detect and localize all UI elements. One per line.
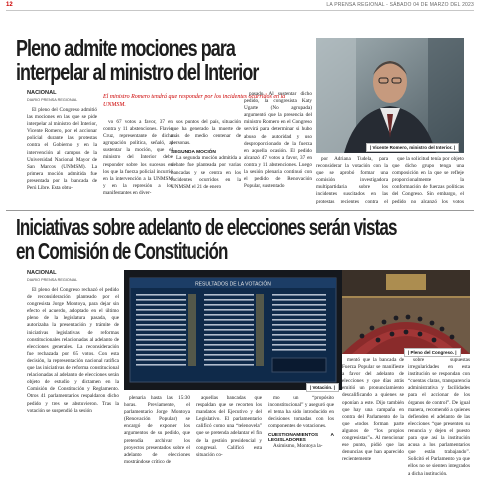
- story1-col5-text: por Adriana Tudela, para reconsiderar la votación con la que se aprobó formar una comisión investigadora multipartidaria sobre los incidentes suscitados en las protestas recientes contra el: [316, 156, 388, 205]
- story2-col4-text-b: Asimismo, Montoya la-: [273, 443, 323, 450]
- congress-photo-art: [342, 270, 470, 354]
- story1-column-6: [392, 156, 464, 205]
- story2-byline: DIARIO PRENSA REGIONAL: [27, 278, 78, 282]
- minister-photo-art: [316, 38, 464, 153]
- story2-column-6: [408, 357, 470, 477]
- story2-col6-text: sobre supuestas irregularidades en esta institución se respondan con “cuentas claras, transparencia administrativa y facilidades para el accionar de los órganos de control”. De igual manera, recomendó a quienes defienden el adelanto de las elecciones “que presenten su renuncia y dejen el puesto para que así la institución acusa a los parlamentarios que están trabajando”. Solicitó el Parlamento ya que ellos no se sienten integrados a dicha institución.: [408, 357, 470, 477]
- congress-photo: [342, 270, 470, 354]
- masthead: LA PRENSA REGIONAL - SÁBADO 04 DE MARZO DEL 2023: [326, 2, 474, 8]
- story1-col6-text: que la solicitud tenía por objeto que dicho grupo tenga una composición en la que se refleje proporcionalmente la conformación de fuerzas políticas del Congreso. Sin embargo, el pedido no alcanzó los votos: [392, 156, 464, 205]
- story1-column-5: [316, 156, 388, 205]
- story2-headline-line1: Iniciativas sobre adelanto de elecciones serán vistas: [16, 214, 397, 240]
- story1-col4-text: pasado. Al sustentar dicho pedido, la congresista Katy Ugarte (No agrupada) argumentó que la presencia del ministro Romero en el Congreso servirá para determinar si hubo abuso de autoridad y uso desproporcionado de la fuerza en aquella ocasión. El pedido alcanzó 47 votos a favor, 37 en contra y 11 abstenciones. Luego la sesión plenaria continuó con el pedido de Renovación Popular, sustentado: [244, 91, 312, 190]
- story1-pull-quote: El ministro Romero tendrá que responder por los incidentes ocurridos en la UNMSM.: [103, 94, 286, 108]
- story1-headline-line2: interpelar al ministro del Interior: [16, 59, 259, 85]
- story1-col3-text-a: sos puntos del país, situación que ha generado la muerte de más de medio centenar de personas.: [171, 119, 241, 147]
- story1-column-4: [244, 91, 312, 205]
- minister-photo-caption: | Vicente Romero, ministro del Interior. |: [366, 143, 459, 152]
- story2-col2-text: plenaria hasta las 15:30 horas. Previamente, el parlamentario Jorge Montoya (Renovación Popular) se encargó de exponer los argumentos de su pedido, que pretendía archivar los proyectos presentados sobre el adelanto de elecciones mostrándose crítico de: [124, 395, 190, 465]
- story2-col4-text-a: mo un “propósito inconstitucional” y aseguró que el tema ha sido introducido en decisiones tomadas con los componentes de votaciones.: [268, 395, 334, 430]
- story1-col3-text-b: La segunda moción admitida a debate fue planteada por varias bancadas y se centra en los incidentes ocurridos en la UNMSM el 21 de enero: [171, 155, 241, 190]
- page-number: 12: [6, 2, 13, 8]
- story1-col2-text: vo 67 votos a favor, 37 en contra y 11 abstenciones. Flavio Cruz, representante de dicha agrupación política, señaló, al sustentar la moción, que el ministro del Interior debe responder sobre los sucesos en los que la fuerza policial incurrió en la intervención a la UNMSM y en la represión a los manifestantes en diver-: [103, 119, 173, 196]
- minister-photo: [316, 38, 464, 153]
- voting-board-art: [124, 270, 342, 390]
- story2-column-1: [27, 287, 119, 477]
- header-rule: [6, 10, 474, 11]
- story1-col1-text: El pleno del Congreso admitió las mociones en las que se pide interpelar al ministro del Interior, Vicente Romero, por el accionar policial durante las protestas contra el Gobierno y en la intervención al campus de la Universidad Nacional Mayor de San Marcos (UNMSM). La primera moción admitida fue presentada por la bancada de Perú Libre. Esta obtu-: [27, 107, 97, 192]
- story2-column-4: [268, 395, 334, 477]
- story-divider: [6, 210, 474, 211]
- voting-photo-caption: | Votación. |: [306, 383, 339, 392]
- story2-headline-line2: en Comisión de Constitución: [16, 238, 228, 264]
- story2-column-5: [342, 357, 404, 477]
- story1-column-1: [27, 107, 97, 205]
- story1-byline: DIARIO PRENSA REGIONAL: [27, 98, 78, 102]
- story2-column-3: [196, 395, 262, 477]
- story2-col1-text: El pleno del Congreso rechazó el pedido de reconsideración planteado por el congresista Jorge Montoya, para dejar sin efecto el acuerdo, adoptado en el último pleno de la legislatura pasada, que autorizaba la presentación y trámite de iniciativas legislativas de reformas constitucionales relacionadas al adelanto de elecciones generales. La reconsideración fue rechazada por 65 votos. Con esta decisión, la representación nacional ratifica que las iniciativas de reforma constitucional relacionadas al adelanto de elecciones serán objeto de estudio y dictamen en la Comisión de Constitución y Reglamento. Otros 41 parlamentarios respaldaron dicho pedido y tres se abstuvieron. Tras la votación se suspendió la sesión: [27, 287, 119, 414]
- story1-column-2: [103, 119, 173, 205]
- voting-board-header: RESULTADOS DE LA VOTACIÓN: [195, 281, 271, 288]
- congress-photo-caption: | Pleno del Congreso. |: [404, 348, 461, 357]
- story2-column-2: [124, 395, 190, 477]
- story2-section: NACIONAL: [27, 270, 57, 276]
- story2-col5-text: mentó que la bancada de Fuerza Popular se manifieste a favor del adelanto de elecciones y que días atrás emitió un pronunciamiento descalificando a quienes se oponían a este. Dijo también que hay una campaña en contra del Parlamento de la que «todos forman parte algunos de “los propios congresistas”». Al mencionar ese punto, pidió que las denuncias que han aparecido recientemente: [342, 357, 404, 463]
- story1-headline-line1: Pleno admite mociones para: [16, 35, 235, 61]
- story1-subhead: SEGUNDA MOCIÓN: [171, 150, 216, 156]
- story2-col3-text: aquellas bancadas que respaldan que se recorten los mandatos del Ejecutivo y del Legislativo. El parlamentario calificó como una “telenovela” que se pretenda adelantar el fin de la gestión presidencial y congresal. Calificó esta situación co-: [196, 395, 262, 458]
- voting-board-photo: [124, 270, 342, 390]
- story2-subhead: CUESTIONAMIENTOS A LEGISLADORES: [268, 433, 334, 444]
- story1-column-3: [171, 119, 241, 205]
- story1-section: NACIONAL: [27, 90, 57, 96]
